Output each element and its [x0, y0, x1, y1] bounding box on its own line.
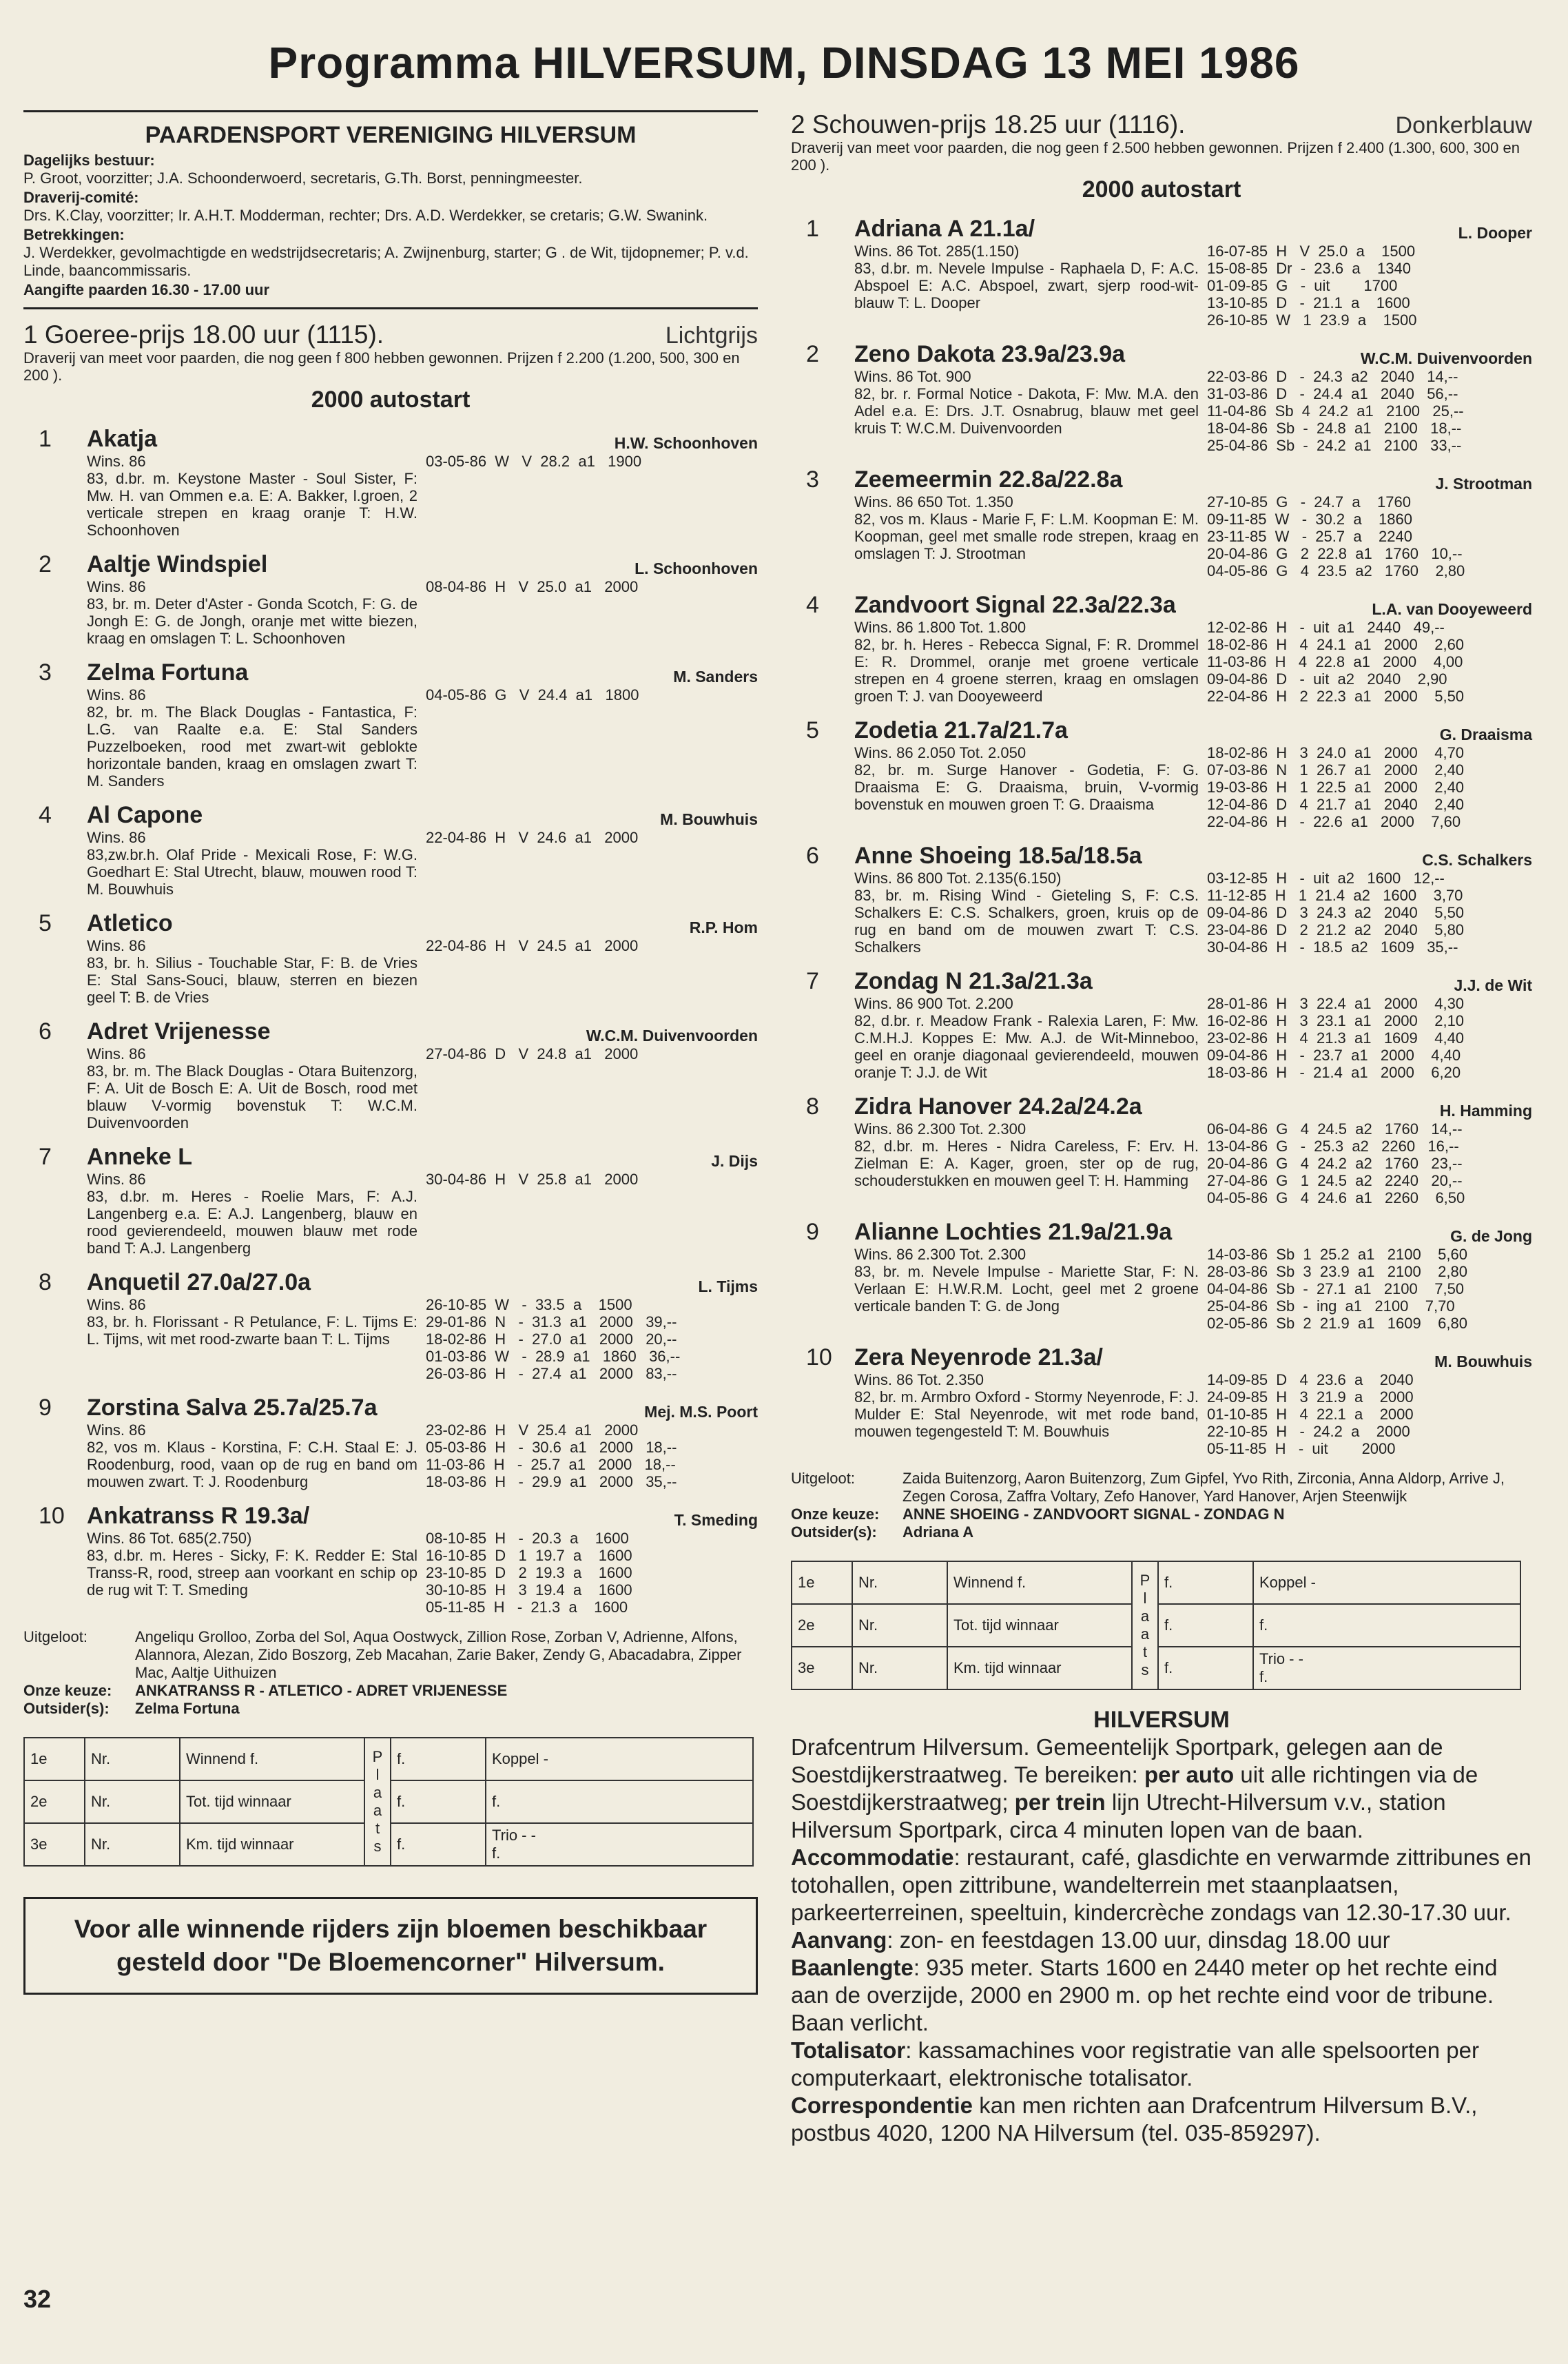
horse-name: Zelma Fortuna [87, 659, 249, 686]
horse-body [854, 1371, 1532, 1457]
horse-description: Wins. 86 82, vos m. Klaus - Korstina, F: C.H. Staal E: J. Roodenburg, rood, vaan op de rug en band om mouwen zwart. T: J. Roodenburg [87, 1421, 417, 1490]
horse-entry [23, 910, 758, 1006]
horse-number: 1 [39, 426, 52, 452]
info-baan: : 935 meter. Starts 1600 en 2440 meter op het rechte eind aan de overzijde, 2000 en 2900 m. op het rechte eind voor de tribune. Baan verlicht. [791, 1955, 1498, 2035]
horse-name: Anne Shoeing 18.5a/18.5a [854, 843, 1142, 869]
section-text: J. Werdekker, gevolmachtigde en wedstrijdsecretaris; A. Zwijnenburg, starter; G . de Wit, tijdopnemer; P. v.d. Linde, baancommissaris. [23, 244, 749, 279]
place-cell: 3e [24, 1823, 85, 1866]
nr-cell: Nr. [852, 1647, 947, 1689]
pool-cell [486, 1823, 753, 1866]
plaats-cell: P l a a t s [364, 1738, 391, 1866]
divider [23, 110, 758, 112]
horse-name: Atletico [87, 910, 173, 936]
horse-body [854, 870, 1532, 956]
info-label: Correspondentie [791, 2093, 973, 2118]
horse-driver: G. de Jong [1450, 1227, 1532, 1245]
horse-entry [23, 1269, 758, 1382]
race-conditions: Draverij van meet voor paarden, die nog geen f 2.500 hebben gewonnen. Prijzen f 2.400 (1.300, 600, 300 en 200 ). [791, 139, 1520, 174]
horse-number: 5 [806, 717, 819, 743]
horse-entry [23, 802, 758, 898]
horse-results: 27-10-85 G - 24.7 a 1760 09-11-85 W - 30.2 a 1860 23-11-85 W - 25.7 a 2240 20-04-86 G 2 22.8 a1 1760 10,-- 04-05-86 G 4 23.5 a2 1760 2,80 [1207, 493, 1465, 579]
horse-entry [791, 216, 1532, 329]
pool-text: Trio - - [1259, 1650, 1303, 1667]
horse-entry [791, 1219, 1532, 1332]
info-title: HILVERSUM [1093, 1707, 1230, 1733]
horse-entry [23, 1503, 758, 1616]
horse-body [854, 744, 1532, 830]
horse-description: Wins. 86 83, d.br. m. Heres - Roelie Mars, F: A.J. Langenberg e.a. E: A.J. Langenberg, blauw en rood gevierendeeld, mouwen blauw met rode band T: A.J. Langenberg [87, 1171, 417, 1257]
info-label: Accommodatie [791, 1844, 954, 1870]
outsider-text: Zelma Fortuna [135, 1700, 240, 1717]
section-label: Dagelijks bestuur: [23, 152, 155, 169]
horse-description: Wins. 86 Tot. 685(2.750) 83, d.br. m. Heres - Sicky, F: K. Redder E: Stal Transs-R, rood, streep aan voorkant en schip op de rug wit T: T. Smeding [87, 1530, 417, 1599]
page-number: 32 [23, 2285, 52, 2313]
horse-driver: G. Draaisma [1439, 726, 1532, 743]
horse-driver: L. Schoonhoven [635, 559, 758, 577]
horse-driver: J. Strootman [1435, 475, 1532, 493]
horse-results: 26-10-85 W - 33.5 a 1500 29-01-86 N - 31.3 a1 2000 39,-- 18-02-86 H - 27.0 a1 2000 20,-- 01-03-86 W - 28.9 a1 1860 36,-- 26-03-86 H - 27.4 a1 2000 83,-- [426, 1296, 681, 1382]
horse-description: Wins. 86 83, br. h. Florissant - R Petulance, F: L. Tijms E: L. Tijms, wit met rood-zwarte baan T: L. Tijms [87, 1296, 417, 1348]
horse-name: Zeno Dakota 23.9a/23.9a [854, 341, 1126, 367]
section-label: Draverij-comité: [23, 189, 139, 206]
f-cell: f. [1158, 1647, 1253, 1689]
pool-cell: Koppel - [486, 1738, 753, 1780]
horse-number: 9 [806, 1219, 819, 1245]
section-text: P. Groot, voorzitter; J.A. Schoonderwoerd, secretaris, G.Th. Borst, penningmeester. [23, 169, 583, 187]
horse-number: 3 [806, 466, 819, 493]
horse-results: 08-04-86 H V 25.0 a1 2000 [426, 578, 639, 595]
place-cell: 1e [792, 1561, 852, 1604]
horse-driver: L. Tijms [698, 1277, 758, 1295]
horse-body [87, 686, 758, 790]
horse-name: Zeemeermin 22.8a/22.8a [854, 466, 1123, 493]
nr-cell: Nr. [852, 1561, 947, 1604]
race-color: Lichtgrijs [665, 322, 758, 349]
pool-text: Trio - - [492, 1827, 536, 1844]
pool-cell: f. [486, 1780, 753, 1823]
outsider-label: Outsider(s): [23, 1700, 110, 1717]
place-cell: 1e [24, 1738, 85, 1780]
page-title: Programma HILVERSUM, DINSDAG 13 MEI 1986 [268, 38, 1300, 88]
info-corr: kan men richten aan Drafcentrum Hilversum B.V., postbus 4020, 1200 NA Hilversum (tel. 035-859297). [791, 2093, 1478, 2146]
horse-entry [791, 592, 1532, 705]
horse-driver: W.C.M. Duivenvoorden [1360, 349, 1532, 367]
race-extra [791, 1470, 1532, 1541]
horse-description: Wins. 86 83, br. m. The Black Douglas - Otara Buitenzorg, F: A. Uit de Bosch E: A. Uit de Bosch, rood met blauw V-vormig bovenstuk T: W.C.M. Duivenvoorden [87, 1045, 417, 1131]
horse-entry [23, 551, 758, 647]
horse-name: Adret Vrijenesse [87, 1018, 271, 1045]
horse-number: 2 [806, 341, 819, 367]
place-cell: 2e [792, 1604, 852, 1647]
horse-entry [23, 1018, 758, 1131]
horse-body [87, 937, 758, 1006]
horse-number: 8 [806, 1093, 819, 1120]
horse-entry [791, 717, 1532, 830]
info-p1b: uit alle richtingen via de Soestdijkerstraatweg; [791, 1762, 1478, 1815]
horse-number: 4 [39, 802, 52, 828]
horse-name: Aaltje Windspiel [87, 551, 268, 577]
pool-f: f. [1259, 1668, 1268, 1685]
horse-name: Alianne Lochties 21.9a/21.9a [854, 1219, 1173, 1245]
horse-body [87, 1530, 758, 1616]
info-label: per trein [1014, 1789, 1106, 1815]
horse-results: 22-04-86 H V 24.5 a1 2000 [426, 937, 639, 954]
pool-f: f. [492, 1844, 501, 1862]
info-label: Aanvang [791, 1927, 887, 1953]
horse-description: Wins. 86 2.300 Tot. 2.300 82, d.br. m. Heres - Nidra Careless, F: Erv. H. Zielman E: A. Kager, groen, ster op de rug, schouderstukken en mouwen geel T: H. Hamming [854, 1120, 1199, 1189]
horse-results: 08-10-85 H - 20.3 a 1600 16-10-85 D 1 19.7 a 1600 23-10-85 D 2 19.3 a 1600 30-10-85 H 3 19.4 a 1600 05-11-85 H - 21.3 a 1600 [426, 1530, 632, 1616]
section-text: Drs. K.Clay, voorzitter; Ir. A.H.T. Modderman, rechter; Drs. A.D. Werdekker, se cretaris; G.W. Swanink. [23, 207, 708, 224]
uitgeloot-label: Uitgeloot: [791, 1470, 855, 1487]
horse-number: 10 [39, 1503, 65, 1529]
label-cell: Tot. tijd winnaar [947, 1604, 1132, 1647]
horse-driver: T. Smeding [674, 1511, 758, 1529]
f-cell: f. [391, 1823, 486, 1866]
horse-number: 6 [806, 843, 819, 869]
keuze-label: Onze keuze: [791, 1505, 880, 1523]
horse-number: 6 [39, 1018, 52, 1045]
f-cell: f. [391, 1738, 486, 1780]
info-label: per auto [1144, 1762, 1235, 1787]
f-cell: f. [1158, 1604, 1253, 1647]
race-title: 2 Schouwen-prijs 18.25 uur (1116). [791, 110, 1186, 138]
horse-number: 9 [39, 1395, 52, 1421]
race-header [791, 110, 1532, 139]
horse-name: Zandvoort Signal 22.3a/22.3a [854, 592, 1176, 618]
f-cell: f. [1158, 1561, 1253, 1604]
info-p1c: lijn Utrecht-Hilversum v.v., station Hilversum Sportpark, circa 4 minuten lopen van de baan. [791, 1789, 1446, 1842]
horse-name: Anneke L [87, 1144, 193, 1170]
horse-driver: Mej. M.S. Poort [644, 1403, 758, 1421]
flowers-notice: Voor alle winnende rijders zijn bloemen beschikbaar gesteld door "De Bloemencorner" Hilversum. [23, 1897, 758, 1995]
horse-body [87, 578, 758, 647]
horse-entry [23, 1395, 758, 1490]
info-toto: : kassamachines voor registratie van alle spelsoorten per computerkaart, elektronische totalisator. [791, 2037, 1480, 2090]
horse-number: 7 [806, 968, 819, 994]
horse-results: 28-01-86 H 3 22.4 a1 2000 4,30 16-02-86 H 3 23.1 a1 2000 2,10 23-02-86 H 4 21.3 a1 1609 4,40 09-04-86 H - 23.7 a1 2000 4,40 18-03-86 H - 21.4 a1 2000 6,20 [1207, 995, 1465, 1081]
pool-cell [1253, 1647, 1520, 1689]
horse-driver: L.A. van Dooyeweerd [1372, 600, 1532, 618]
nr-cell: Nr. [85, 1823, 180, 1866]
place-cell: 3e [792, 1647, 852, 1689]
uitgeloot-text: Zaida Buitenzorg, Aaron Buitenzorg, Zum Gipfel, Yvo Rith, Zirconia, Anna Aldorp, Arrive J, Zegen Corosa, Zaffra Voltary, Zefo Hanover, Yard Hanover, Arjen Steenwijk [902, 1470, 1505, 1505]
horse-name: Zondag N 21.3a/21.3a [854, 968, 1093, 994]
horse-results: 14-09-85 D 4 23.6 a 2040 24-09-85 H 3 21.9 a 2000 01-10-85 H 4 22.1 a 2000 22-10-85 H - 24.2 a 2000 05-11-85 H - uit 2000 [1207, 1371, 1414, 1457]
info-aanvang: : zon- en feestdagen 13.00 uur, dinsdag 18.00 uur [887, 1927, 1390, 1953]
horse-entry [23, 1144, 758, 1257]
horse-results: 22-04-86 H V 24.6 a1 2000 [426, 829, 639, 846]
horse-entry [791, 466, 1532, 579]
horse-description: Wins. 86 Tot. 900 82, br. r. Formal Notice - Dakota, F: Mw. M.A. den Adel e.a. E: Drs. J.T. Osnabrug, blauw met geel kruis T: W.C.M. Duivenvoorden [854, 368, 1199, 437]
horse-results: 06-04-86 G 4 24.5 a2 1760 14,-- 13-04-86 G - 25.3 a2 2260 16,-- 20-04-86 G 4 24.2 a2 1760 23,-- 27-04-86 G 1 24.5 a2 2240 20,-- 04-05-86 G 4 24.6 a1 2260 6,50 [1207, 1120, 1465, 1206]
horse-entry [791, 1344, 1532, 1457]
nr-cell: Nr. [85, 1738, 180, 1780]
label-cell: Km. tijd winnaar [180, 1823, 364, 1866]
horse-number: 8 [39, 1269, 52, 1295]
info-p1: Drafcentrum Hilversum. Gemeentelijk Sportpark, gelegen aan de Soestdijkerstraatweg. Te bereiken: [791, 1734, 1443, 1787]
pool-cell: f. [1253, 1604, 1520, 1647]
association-info [23, 152, 758, 299]
info-acc: : restaurant, café, glasdichte en verwarmde zittribunes en totohallen, open zittribune, wandelterrein met staanplaatsen, parkeerterreinen, speeltuin, kindercrèche zondags van 12.30-17.30 uur. [791, 1844, 1531, 1925]
info-text [791, 1734, 1532, 2147]
label-cell: Winnend f. [947, 1561, 1132, 1604]
horse-body [87, 1296, 758, 1382]
horse-driver: W.C.M. Duivenvoorden [586, 1027, 758, 1045]
horse-driver: L. Dooper [1458, 224, 1532, 242]
horse-number: 5 [39, 910, 52, 936]
horse-results: 16-07-85 H V 25.0 a 1500 15-08-85 Dr - 23.6 a 1340 01-09-85 G - uit 1700 13-10-85 D - 21.1 a 1600 26-10-85 W 1 23.9 a 1500 [1207, 243, 1417, 329]
keuze-text: ANNE SHOEING - ZANDVOORT SIGNAL - ZONDAG N [902, 1505, 1285, 1523]
horse-description: Wins. 86 83,zw.br.h. Olaf Pride - Mexicali Rose, F: W.G. Goedhart E: Stal Utrecht, blauw, mouwen rood T: M. Bouwhuis [87, 829, 417, 898]
horse-driver: H.W. Schoonhoven [614, 434, 758, 452]
label-cell: Tot. tijd winnaar [180, 1780, 364, 1823]
race-conditions: Draverij van meet voor paarden, die nog geen f 800 hebben gewonnen. Prijzen f 2.200 (1.200, 500, 300 en 200 ). [23, 349, 740, 384]
horse-number: 1 [806, 216, 819, 242]
horse-number: 2 [39, 551, 52, 577]
uitgeloot-text: Angeliqu Grolloo, Zorba del Sol, Aqua Oostwyck, Zillion Rose, Zorban V, Adrienne, Alfons, Alannora, Alezan, Zido Boszorg, Zeb Macahan, Zarie Baker, Zendy G, Abacadabra, Zipper Mac, Aaltje Uithuizen [135, 1628, 742, 1681]
horse-driver: M. Bouwhuis [660, 810, 758, 828]
race-title: 1 Goeree-prijs 18.00 uur (1115). [23, 320, 384, 349]
horse-driver: C.S. Schalkers [1422, 851, 1532, 869]
horse-name: Anquetil 27.0a/27.0a [87, 1269, 311, 1295]
horse-description: Wins. 86 83, br. m. Deter d'Aster - Gonda Scotch, F: G. de Jongh E: G. de Jongh, oranje met witte biezen, kraag en omslagen T: L. Schoonhoven [87, 578, 417, 647]
nr-cell: Nr. [852, 1604, 947, 1647]
keuze-text: ANKATRANSS R - ATLETICO - ADRET VRIJENESSE [135, 1682, 508, 1699]
horse-driver: M. Bouwhuis [1434, 1353, 1532, 1370]
horse-driver: J. Dijs [711, 1152, 758, 1170]
outsider-label: Outsider(s): [791, 1523, 877, 1541]
uitgeloot-label: Uitgeloot: [23, 1628, 87, 1645]
place-cell: 2e [24, 1780, 85, 1823]
horse-entry [23, 659, 758, 790]
horse-description: Wins. 86 900 Tot. 2.200 82, d.br. r. Meadow Frank - Ralexia Laren, F: Mw. C.M.H.J. Koppes E: Mw. A.J. de Wit-Minneboo, geel en oranje diagonaal gevierendeeld, mouwen oranje T: J.J. de Wit [854, 995, 1199, 1081]
pool-cell: Koppel - [1253, 1561, 1520, 1604]
info-label: Totalisator [791, 2037, 906, 2063]
horse-description: Wins. 86 2.050 Tot. 2.050 82, br. m. Surge Hanover - Godetia, F: G. Draaisma E: G. Draaisma, bruin, V-vormig bovenstuk en mouwen groen T: G. Draaisma [854, 744, 1199, 813]
bet-table [23, 1737, 754, 1867]
bet-table [791, 1561, 1521, 1690]
horse-name: Al Capone [87, 802, 203, 828]
association-title: PAARDENSPORT VERENIGING HILVERSUM [145, 122, 637, 148]
left-column [23, 110, 758, 1995]
label-cell: Km. tijd winnaar [947, 1647, 1132, 1689]
horse-number: 10 [806, 1344, 832, 1370]
horse-description: Wins. 86 Tot. 2.350 82, br. m. Armbro Oxford - Stormy Neyenrode, F: J. Mulder E: Stal Neyenrode, wit met rode band, mouwen tegengesteld T: M. Bouwhuis [854, 1371, 1199, 1440]
horse-body [854, 243, 1532, 329]
section-label: Betrekkingen: [23, 226, 125, 243]
horse-body [854, 1246, 1532, 1332]
horse-entry [791, 843, 1532, 956]
horse-results: 14-03-86 Sb 1 25.2 a1 2100 5,60 28-03-86 Sb 3 23.9 a1 2100 2,80 04-04-86 Sb - 27.1 a1 2100 7,50 25-04-86 Sb - ing a1 2100 7,70 02-05-86 Sb 2 21.9 a1 1609 6,80 [1207, 1246, 1467, 1332]
outsider-text: Adriana A [902, 1523, 974, 1541]
horse-body [87, 1171, 758, 1257]
race-extra [23, 1628, 758, 1718]
horse-description: Wins. 86 82, br. m. The Black Douglas - Fantastica, F: L.G. van Raalte e.a. E: Stal Sanders Puzzelboeken, rood met zwart-wit geblokte horizontale banden, kraag en omslagen zwart T: M. Sanders [87, 686, 417, 790]
horse-description: Wins. 86 650 Tot. 1.350 82, vos m. Klaus - Marie F, F: L.M. Koopman E: M. Koopman, geel met smalle rode strepen, kraag en omslagen T: J. Strootman [854, 493, 1199, 562]
horse-description: Wins. 86 83, br. h. Silius - Touchable Star, F: B. de Vries E: Stal Sans-Souci, blauw, sterren en biezen geel T: B. de Vries [87, 937, 417, 1006]
race-header [23, 320, 758, 349]
horse-results: 12-02-86 H - uit a1 2440 49,-- 18-02-86 H 4 24.1 a1 2000 2,60 11-03-86 H 4 22.8 a1 2000 4,00 09-04-86 D - uit a2 2040 2,90 22-04-86 H 2 22.3 a1 2000 5,50 [1207, 619, 1465, 705]
horse-body [854, 619, 1532, 705]
horse-description: Wins. 86 800 Tot. 2.135(6.150) 83, br. m. Rising Wind - Gieteling S, F: C.S. Schalkers E: C.S. Schalkers, groen, kruis op de rug en band om de mouwen zwart T: C.S. Schalkers [854, 870, 1199, 956]
horse-results: 27-04-86 D V 24.8 a1 2000 [426, 1045, 639, 1062]
horse-entry [791, 968, 1532, 1081]
label-cell: Winnend f. [180, 1738, 364, 1780]
f-cell: f. [391, 1780, 486, 1823]
horse-driver: R.P. Hom [689, 918, 758, 936]
horse-number: 4 [806, 592, 819, 618]
horse-description: Wins. 86 1.800 Tot. 1.800 82, br. h. Heres - Rebecca Signal, F: R. Drommel E: R. Drommel, oranje met groene verticale strepen en 4 groene sterren, kraag en omslagen groen T: J. van Dooyeweerd [854, 619, 1199, 705]
race-start: 2000 autostart [1082, 176, 1241, 203]
horse-body [87, 829, 758, 898]
section-label: Aangifte paarden 16.30 - 17.00 uur [23, 281, 270, 298]
horse-name: Ankatranss R 19.3a/ [87, 1503, 310, 1529]
nr-cell: Nr. [85, 1780, 180, 1823]
horse-name: Zorstina Salva 25.7a/25.7a [87, 1395, 378, 1421]
horse-list [791, 216, 1532, 1457]
horse-name: Zera Neyenrode 21.3a/ [854, 1344, 1103, 1370]
horse-entry [23, 426, 758, 539]
horse-driver: J.J. de Wit [1454, 976, 1532, 994]
horse-entry [791, 1093, 1532, 1206]
horse-body [87, 453, 758, 539]
horse-description: Wins. 86 Tot. 285(1.150) 83, d.br. m. Nevele Impulse - Raphaela D, F: A.C. Abspoel E: A.C. Abspoel, zwart, sjerp rood-wit-blauw T: L. Dooper [854, 243, 1199, 311]
horse-description: Wins. 86 2.300 Tot. 2.300 83, br. m. Nevele Impulse - Mariette Star, F: N. Verlaan E: H.W.R.M. Locht, geel met 2 groene verticale banden T: G. de Jong [854, 1246, 1199, 1315]
horse-results: 04-05-86 G V 24.4 a1 1800 [426, 686, 639, 703]
race-color: Donkerblauw [1395, 112, 1532, 138]
horse-body [87, 1045, 758, 1131]
horse-entry [791, 341, 1532, 454]
horse-name: Zidra Hanover 24.2a/24.2a [854, 1093, 1142, 1120]
divider [23, 307, 758, 309]
horse-body [854, 368, 1532, 454]
horse-body [87, 1421, 758, 1490]
horse-driver: M. Sanders [673, 668, 758, 686]
keuze-label: Onze keuze: [23, 1682, 112, 1699]
horse-results: 23-02-86 H V 25.4 a1 2000 05-03-86 H - 30.6 a1 2000 18,-- 11-03-86 H - 25.7 a1 2000 18,-- 18-03-86 H - 29.9 a1 2000 35,-- [426, 1421, 677, 1490]
plaats-cell: P l a a t s [1132, 1561, 1158, 1689]
horse-number: 7 [39, 1144, 52, 1170]
horse-body [854, 995, 1532, 1081]
horse-body [854, 493, 1532, 579]
horse-name: Adriana A 21.1a/ [854, 216, 1035, 242]
horse-results: 03-12-85 H - uit a2 1600 12,-- 11-12-85 H 1 21.4 a2 1600 3,70 09-04-86 D 3 24.3 a2 2040 5,50 23-04-86 D 2 21.2 a2 2040 5,80 30-04-86 H - 18.5 a2 1609 35,-- [1207, 870, 1465, 956]
info-label: Baanlengte [791, 1955, 914, 1980]
horse-results: 18-02-86 H 3 24.0 a1 2000 4,70 07-03-86 N 1 26.7 a1 2000 2,40 19-03-86 H 1 22.5 a1 2000 2,40 12-04-86 D 4 21.7 a1 2040 2,40 22-04-86 H - 22.6 a1 2000 7,60 [1207, 744, 1465, 830]
horse-body [854, 1120, 1532, 1206]
horse-results: 03-05-86 W V 28.2 a1 1900 [426, 453, 642, 470]
horse-number: 3 [39, 659, 52, 686]
horse-name: Zodetia 21.7a/21.7a [854, 717, 1068, 743]
horse-results: 22-03-86 D - 24.3 a2 2040 14,-- 31-03-86 D - 24.4 a1 2040 56,-- 11-04-86 Sb 4 24.2 a1 2100 25,-- 18-04-86 Sb - 24.8 a1 2100 18,-- 25-04-86 Sb - 24.2 a1 2100 33,-- [1207, 368, 1464, 454]
race-start: 2000 autostart [311, 387, 471, 413]
horse-results: 30-04-86 H V 25.8 a1 2000 [426, 1171, 639, 1188]
horse-driver: H. Hamming [1439, 1102, 1532, 1120]
right-column [791, 110, 1532, 2147]
horse-description: Wins. 86 83, d.br. m. Keystone Master - Soul Sister, F: Mw. H. van Ommen e.a. E: A. Bakker, l.groen, 2 verticale strepen en kraag oranje T: H.W. Schoonhoven [87, 453, 417, 539]
horse-list [23, 426, 758, 1616]
horse-name: Akatja [87, 426, 158, 452]
